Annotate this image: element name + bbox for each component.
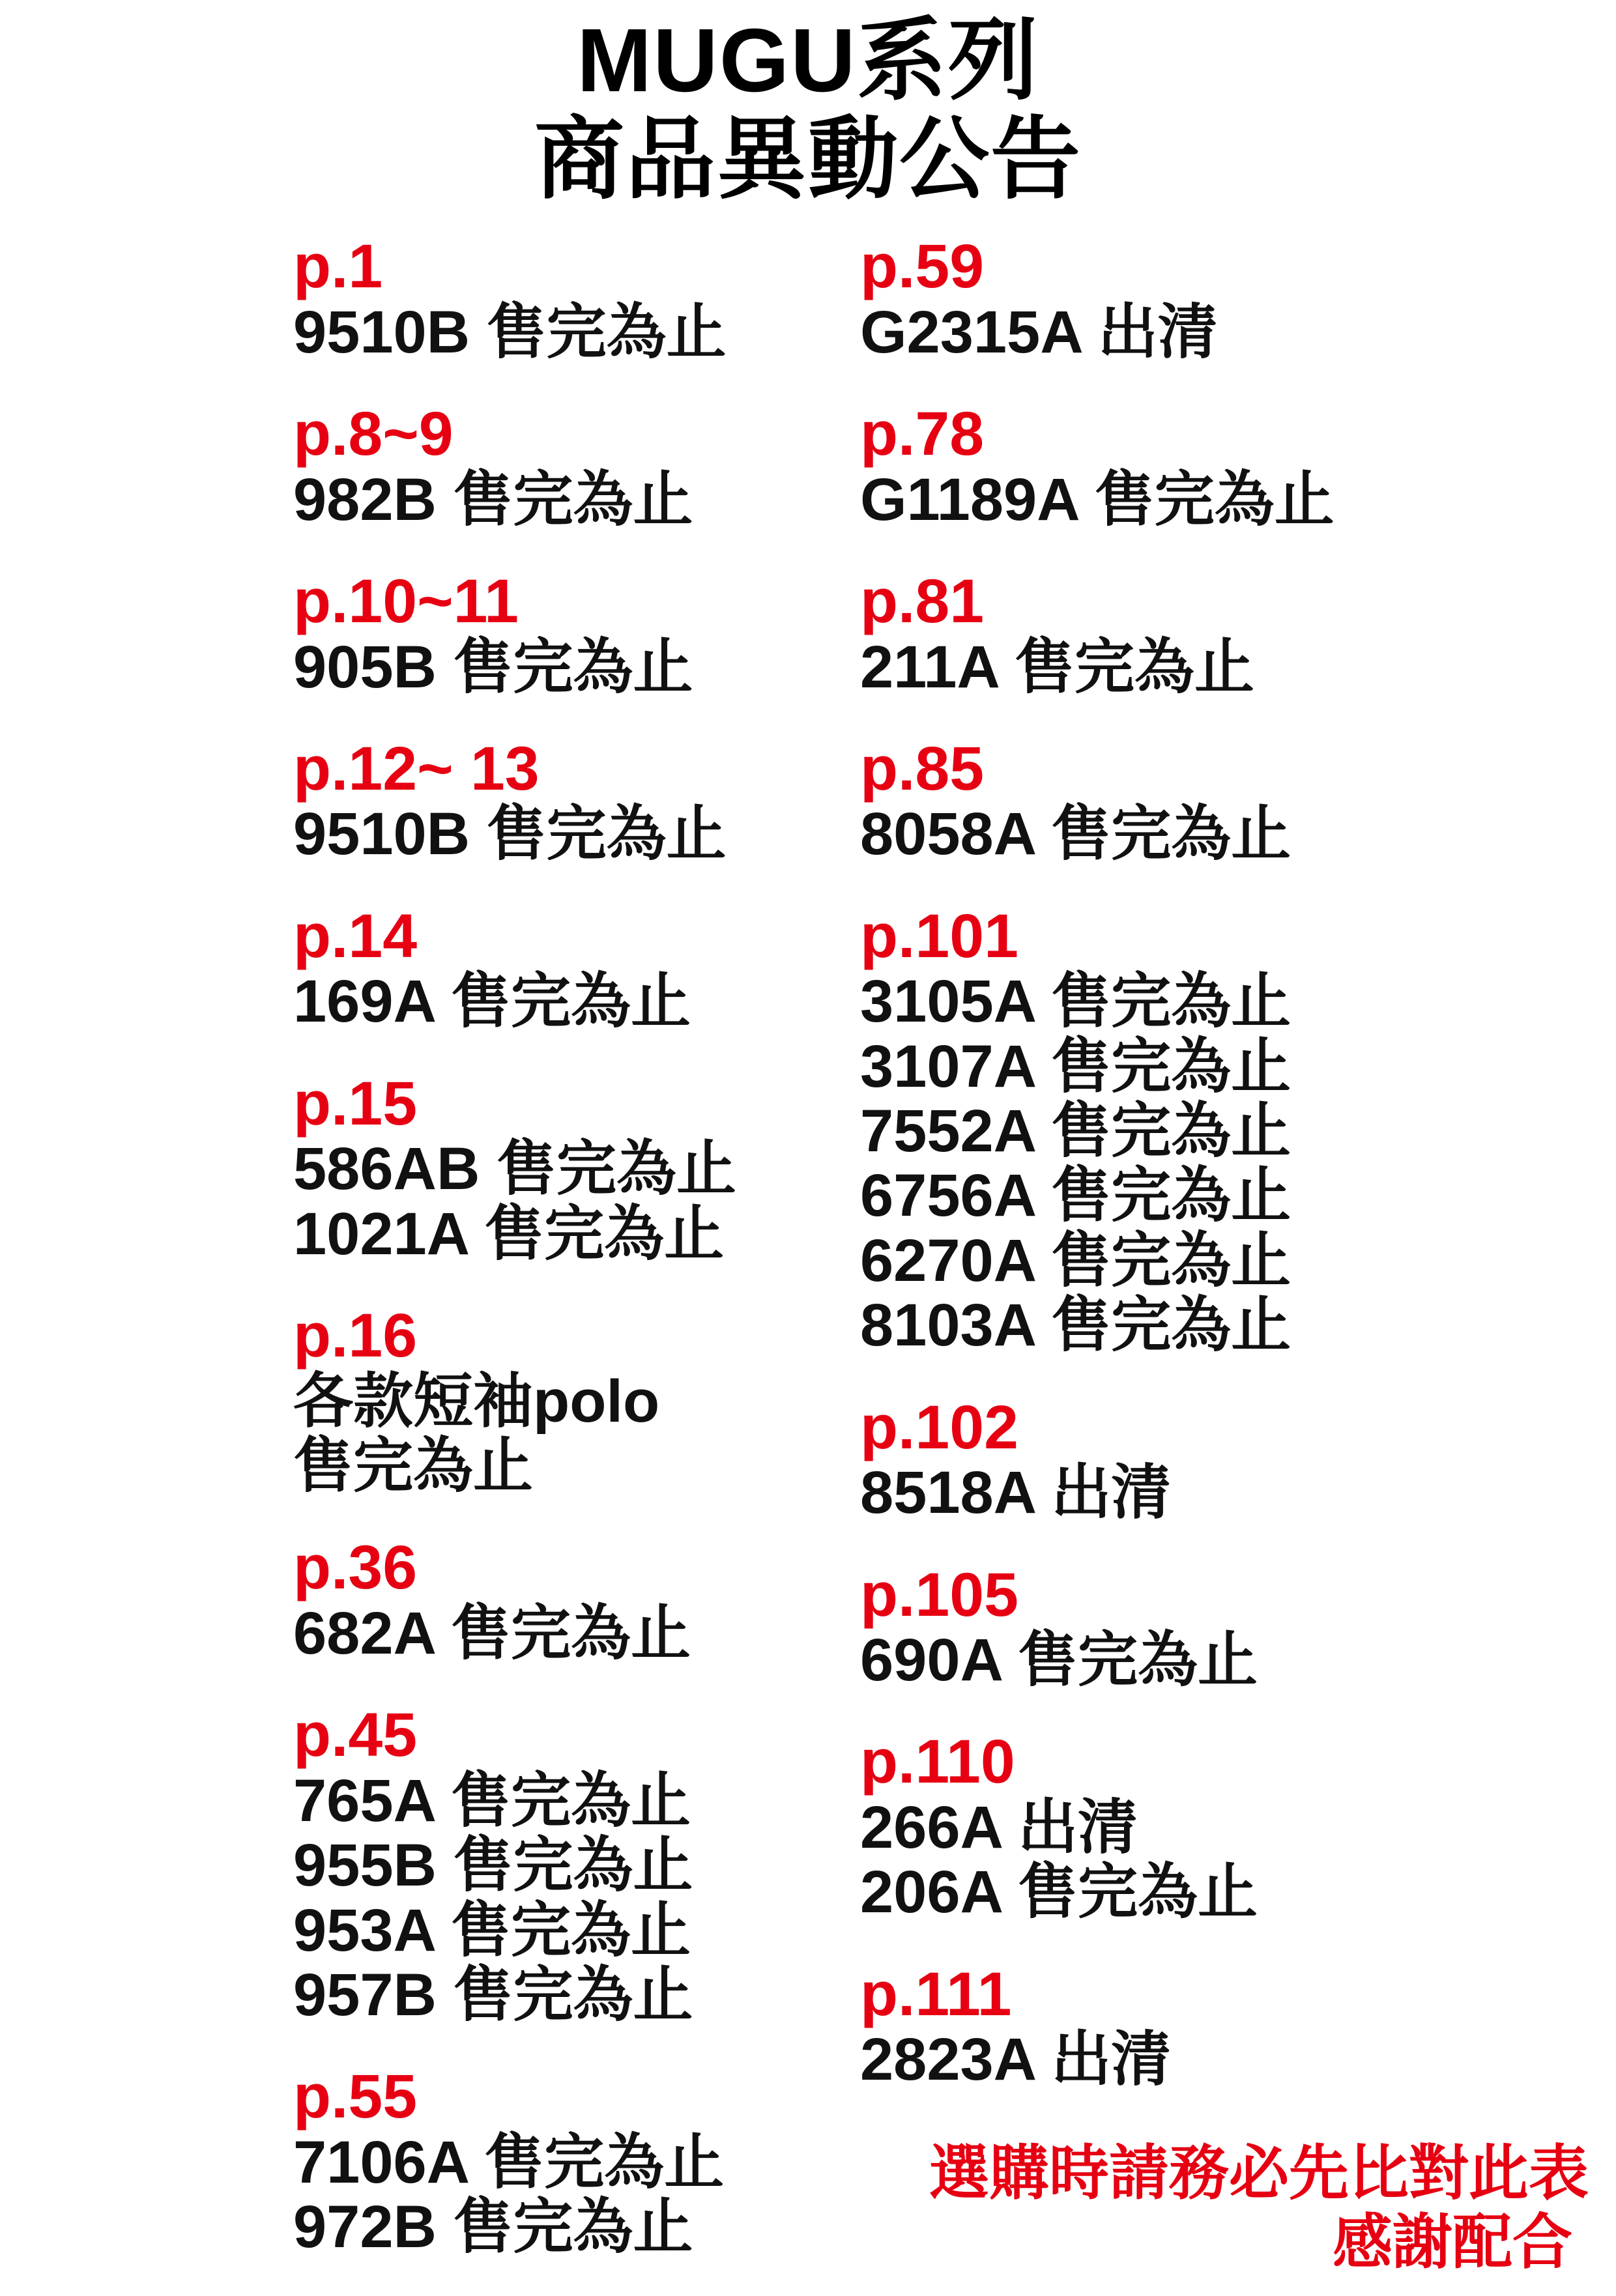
product-status-line: 953A 售完為止: [293, 1897, 691, 1964]
product-status-line: 6756A 售完為止: [860, 1162, 1291, 1229]
page-number-label: p.81: [860, 566, 985, 636]
product-status-line: 9510B 售完為止: [293, 298, 727, 366]
page-number-label: p.59: [860, 232, 985, 301]
column-right: [860, 233, 1590, 2129]
footer-note-line2: 感謝配合: [1332, 2209, 1572, 2276]
page-group: [860, 1394, 1590, 1526]
product-status-line: 3105A 售完為止: [860, 968, 1291, 1035]
page-number-label: p.55: [293, 2062, 418, 2132]
page-group: [293, 233, 834, 365]
product-status-line: 8103A 售完為止: [860, 1292, 1291, 1359]
page-number-label: p.105: [860, 1560, 1018, 1629]
page-group: [293, 568, 834, 700]
product-status-line: 765A 售完為止: [293, 1767, 691, 1834]
product-status-line: 206A 售完為止: [860, 1859, 1258, 1926]
page-number-label: p.111: [860, 1959, 1012, 2029]
title-subtitle: 商品異動公告: [534, 109, 1082, 210]
page-number-label: p.78: [860, 399, 985, 468]
product-status-line: 982B 售完為止: [293, 466, 693, 533]
product-status-line: 1021A 售完為止: [293, 1200, 725, 1267]
page-group: [860, 233, 1590, 365]
footer-note-line1: 選購時請務必先比對此表: [929, 2140, 1589, 2207]
page-number-label: p.14: [293, 901, 418, 971]
page-group: [860, 568, 1590, 700]
page-group: [293, 401, 834, 532]
product-status-line: 211A 售完為止: [860, 633, 1255, 700]
page-group: [860, 1729, 1590, 1925]
column-left: [293, 233, 834, 2296]
product-status-line: 957B 售完為止: [293, 1962, 693, 2029]
product-status-line: G1189A 售完為止: [860, 466, 1335, 533]
footer-note: [929, 2140, 1589, 2278]
product-status-line: 586AB 售完為止: [293, 1136, 736, 1203]
page-number-label: p.8~9: [293, 399, 454, 468]
product-status-line: G2315A 出清: [860, 298, 1218, 366]
product-status-line: 690A 售完為止: [860, 1627, 1258, 1694]
page-title: [0, 12, 1616, 210]
product-status-line: 各款短袖polo: [293, 1368, 660, 1435]
product-status-line: 7106A 售完為止: [293, 2129, 725, 2196]
page-number-label: p.1: [293, 232, 383, 301]
page-number-label: p.102: [860, 1392, 1018, 1462]
page-number-label: p.16: [293, 1301, 418, 1371]
page-number-label: p.85: [860, 734, 985, 803]
page-number-label: p.110: [860, 1727, 1015, 1797]
page-group: [860, 1961, 1590, 2093]
product-status-line: 7552A 售完為止: [860, 1098, 1291, 1165]
page-group: [860, 1562, 1590, 1693]
page-group: [860, 401, 1590, 532]
product-status-line: 8058A 售完為止: [860, 801, 1291, 868]
product-status-line: 3107A 售完為止: [860, 1033, 1291, 1100]
page-number-label: p.15: [293, 1069, 418, 1138]
product-status-line: 9510B 售完為止: [293, 801, 727, 868]
page-group: [860, 736, 1590, 867]
page-number-label: p.10~11: [293, 566, 519, 636]
page-number-label: p.36: [293, 1533, 418, 1603]
page-number-label: p.45: [293, 1700, 418, 1770]
page-group: [293, 1702, 834, 2028]
product-status-line: 2823A 出清: [860, 2026, 1172, 2093]
page-group: [860, 903, 1590, 1358]
page-group: [293, 1302, 834, 1499]
product-status-line: 6270A 售完為止: [860, 1227, 1291, 1294]
title-series: MUGU系列: [577, 10, 1039, 111]
product-status-line: 972B 售完為止: [293, 2194, 693, 2261]
product-status-line: 955B 售完為止: [293, 1832, 693, 1899]
product-status-line: 266A 出清: [860, 1794, 1138, 1861]
product-status-line: 905B 售完為止: [293, 633, 693, 700]
page-group: [293, 2063, 834, 2260]
page-group: [293, 1070, 834, 1267]
page-group: [293, 1534, 834, 1666]
page-group: [293, 903, 834, 1035]
product-status-line: 8518A 出清: [860, 1459, 1172, 1527]
page-number-label: p.12~ 13: [293, 734, 540, 803]
product-status-line: 售完為止: [293, 1433, 534, 1500]
product-status-line: 169A 售完為止: [293, 968, 691, 1035]
page-number-label: p.101: [860, 901, 1018, 971]
page-group: [293, 736, 834, 867]
product-status-line: 682A 售完為止: [293, 1600, 691, 1667]
